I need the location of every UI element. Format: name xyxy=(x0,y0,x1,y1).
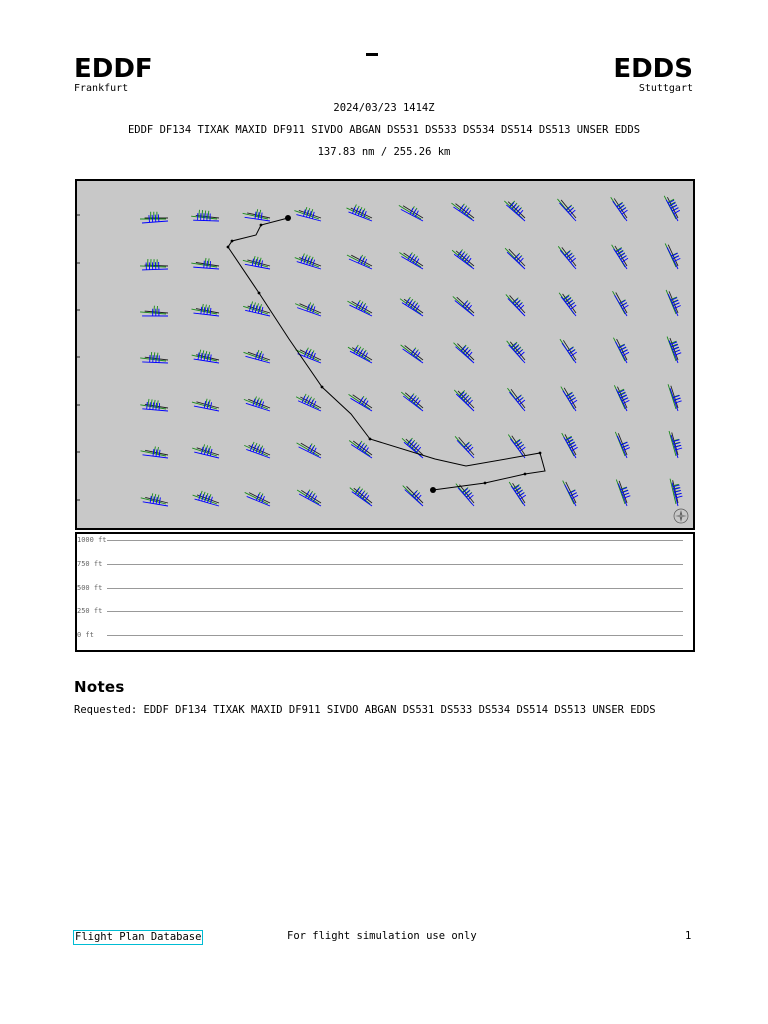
origin-marker xyxy=(285,215,291,221)
compass-rose-icon xyxy=(674,509,688,523)
wind-barb xyxy=(669,431,681,456)
wind-barb xyxy=(561,387,576,409)
wind-map xyxy=(75,179,695,530)
wind-barb xyxy=(400,297,421,314)
destination-marker xyxy=(430,487,436,493)
wind-barb xyxy=(247,494,270,506)
altitude-gridline xyxy=(107,564,683,565)
altitude-label-0: 0 ft xyxy=(77,631,94,639)
wind-barb xyxy=(561,200,576,218)
origin-name: Frankfurt xyxy=(74,83,129,94)
wind-barb xyxy=(142,402,168,411)
wind-barb xyxy=(299,445,321,458)
wind-barb xyxy=(350,487,370,504)
wind-barb xyxy=(405,490,423,506)
wind-map-svg xyxy=(77,181,693,528)
destination-icao: EDDS xyxy=(613,54,693,84)
wind-barb xyxy=(611,197,626,219)
wind-barb xyxy=(401,392,421,409)
wind-barb xyxy=(351,443,372,458)
wind-barb xyxy=(510,295,525,313)
altitude-label-750: 750 ft xyxy=(77,560,103,568)
wind-barb xyxy=(407,486,423,503)
route-string: EDDF DF134 TIXAK MAXID DF911 SIVDO ABGAN DS531 DS533 DS534 DS514 DS513 UNSER EDDS xyxy=(127,124,641,136)
wind-barb xyxy=(510,439,525,458)
route-line xyxy=(228,218,545,490)
wind-barb xyxy=(452,250,472,268)
wind-barb xyxy=(616,479,629,504)
altitude-gridline xyxy=(107,588,683,589)
wind-barb xyxy=(451,203,472,219)
wind-barb xyxy=(562,343,577,363)
wind-barb xyxy=(401,345,421,361)
wind-barb xyxy=(509,392,525,411)
wind-barb xyxy=(459,485,474,503)
wind-barb xyxy=(507,252,525,269)
wind-barb xyxy=(354,488,372,503)
wind-barb xyxy=(667,337,680,361)
flight-plan-database-link[interactable]: Flight Plan Database xyxy=(75,931,202,943)
wind-barb xyxy=(509,249,525,266)
page-number: 1 xyxy=(685,930,692,942)
wind-barb xyxy=(508,298,525,316)
wind-barb xyxy=(351,398,372,412)
notes-text: Requested: EDDF DF134 TIXAK MAXID DF911 SIVDO ABGAN DS531 DS533 DS534 DS514 DS513 UNSER EDDS xyxy=(74,704,656,716)
altitude-label-1000: 1000 ft xyxy=(77,536,107,544)
wind-barb xyxy=(405,345,423,360)
wind-barb xyxy=(458,488,474,506)
wind-barb xyxy=(617,436,629,458)
altitude-label-500: 500 ft xyxy=(77,584,103,592)
wind-barb xyxy=(245,492,268,504)
wind-barb xyxy=(349,257,372,269)
wind-barb xyxy=(668,294,681,316)
wind-barb xyxy=(510,342,525,360)
wind-barb xyxy=(616,389,629,411)
wind-barb xyxy=(668,384,680,409)
origin-icao: EDDF xyxy=(74,54,153,84)
wind-barb xyxy=(347,255,370,267)
wind-barb xyxy=(613,291,627,314)
wind-barb xyxy=(193,307,219,316)
wind-barb xyxy=(403,395,423,411)
destination-name: Stuttgart xyxy=(638,83,693,94)
altitude-gridline xyxy=(107,635,683,636)
footer-disclaimer: For flight simulation use only xyxy=(287,930,477,942)
distance: 137.83 nm / 255.26 km xyxy=(317,146,451,158)
wind-barb xyxy=(615,295,629,316)
wind-barb xyxy=(457,440,474,458)
wind-barb xyxy=(348,345,370,361)
altitude-gridline xyxy=(107,611,683,612)
notes-heading: Notes xyxy=(74,678,125,696)
wind-barbs xyxy=(77,196,682,506)
datetime: 2024/03/23 1414Z xyxy=(333,102,435,114)
wind-barb xyxy=(560,250,576,269)
wind-barb xyxy=(349,440,370,456)
wind-barb xyxy=(615,432,628,456)
wind-barb xyxy=(562,433,576,456)
wind-barb xyxy=(349,394,370,409)
wind-barb xyxy=(671,435,682,458)
wind-barb xyxy=(509,482,524,504)
wind-barb xyxy=(560,339,575,361)
title-dash xyxy=(366,53,378,56)
wind-barb xyxy=(559,203,576,221)
altitude-label-250: 250 ft xyxy=(77,607,103,615)
wind-barb xyxy=(613,201,628,221)
wind-barb xyxy=(456,346,474,363)
wind-barb xyxy=(459,437,474,455)
route-waypoints xyxy=(227,224,542,485)
wind-barb xyxy=(193,261,219,269)
wind-barb xyxy=(401,208,423,221)
altitude-gridline xyxy=(107,540,683,541)
wind-barb xyxy=(453,296,472,314)
wind-barb xyxy=(612,245,627,267)
wind-barb xyxy=(455,300,474,316)
altitude-profile xyxy=(75,532,695,652)
